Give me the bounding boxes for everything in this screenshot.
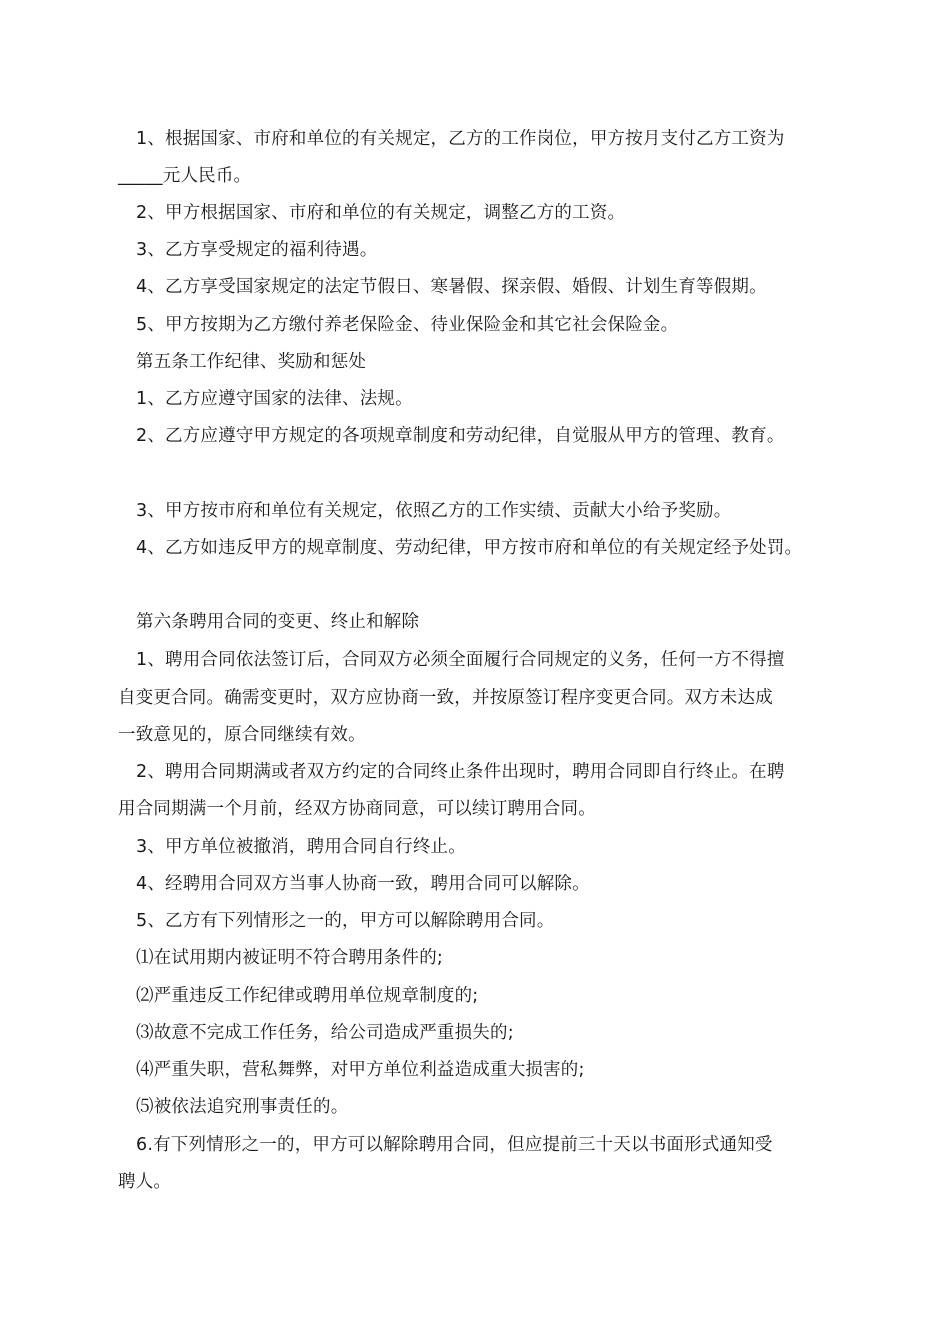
paragraph-line: 一致意见的，原合同继续有效。 [118,725,366,745]
paragraph-line: 1、根据国家、市府和单位的有关规定，乙方的工作岗位，甲方按月支付乙方工资为 [136,129,785,149]
paragraph-line: 1、聘用合同依法签订后，合同双方必须全面履行合同规定的义务，任何一方不得擅 [136,650,785,670]
paragraph-line: 4、乙方享受国家规定的法定节假日、寒暑假、探亲假、婚假、计划生育等假期。 [136,277,767,297]
list-item: ⑷严重失职，营私舞弊，对甲方单位利益造成重大损害的; [136,1060,585,1080]
paragraph-line: _____元人民币。 [118,166,252,186]
list-item: ⑶故意不完成工作任务，给公司造成严重损失的; [136,1023,514,1043]
list-item: ⑴在试用期内被证明不符合聘用条件的; [136,948,443,968]
paragraph-line: 1、乙方应遵守国家的法律、法规。 [136,389,413,409]
paragraph-line: 用合同期满一个月前，经双方协商同意，可以续订聘用合同。 [118,799,596,819]
paragraph-line: 自变更合同。确需变更时，双方应协商一致，并按原签订程序变更合同。双方未达成 [118,688,773,708]
paragraph-line: 2、乙方应遵守甲方规定的各项规章制度和劳动纪律，自觉服从甲方的管理、教育。 [136,426,785,446]
paragraph-line: 2、甲方根据国家、市府和单位的有关规定，调整乙方的工资。 [136,203,626,223]
paragraph-line: 3、甲方按市府和单位有关规定，依照乙方的工作实绩、贡献大小给予奖励。 [136,501,732,521]
paragraph-line: 4、经聘用合同双方当事人协商一致，聘用合同可以解除。 [136,874,590,894]
paragraph-line: 2、聘用合同期满或者双方约定的合同终止条件出现时，聘用合同即自行终止。在聘 [136,762,785,782]
paragraph-line: 5、乙方有下列情形之一的，甲方可以解除聘用合同。 [136,911,555,931]
section-heading: 第五条工作纪律、奖励和惩处 [136,352,367,372]
paragraph-line: 3、乙方享受规定的福利待遇。 [136,240,378,260]
section-heading: 第六条聘用合同的变更、终止和解除 [136,612,420,632]
list-item: ⑵严重违反工作纪律或聘用单位规章制度的; [136,986,479,1006]
list-item: ⑸被依法追究刑事责任的。 [136,1097,349,1117]
paragraph-line: 3、甲方单位被撤消，聘用合同自行终止。 [136,837,466,857]
paragraph-line: 4、乙方如违反甲方的规章制度、劳动纪律，甲方按市府和单位的有关规定经予处罚。 [136,538,803,558]
paragraph-line: 6.有下列情形之一的，甲方可以解除聘用合同，但应提前三十天以书面形式通知受 [136,1135,773,1155]
paragraph-line: 聘人。 [118,1172,172,1192]
paragraph-line: 5、甲方按期为乙方缴付养老保险金、待业保险金和其它社会保险金。 [136,315,679,335]
